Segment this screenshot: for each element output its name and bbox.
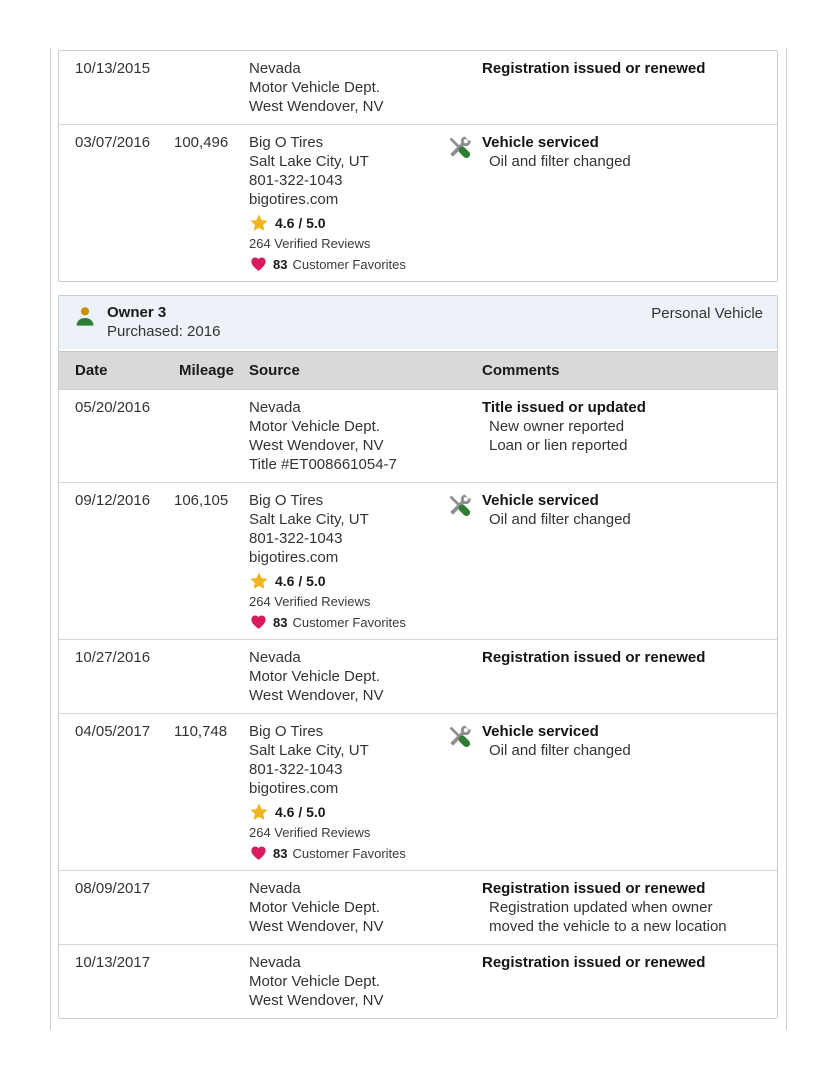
favorites-label: Customer Favorites (292, 845, 406, 861)
comment-detail: Oil and filter changed (489, 742, 631, 759)
source-line: Big O Tires (249, 723, 324, 740)
comment-title: Registration issued or renewed (482, 649, 706, 666)
verified-reviews-label: 264 Verified Reviews (249, 825, 371, 840)
source-line: Big O Tires (249, 134, 324, 151)
owner-person-icon (73, 305, 97, 329)
record-source (249, 59, 446, 116)
record-icon-cell (446, 879, 482, 936)
comment-detail: Oil and filter changed (489, 511, 631, 528)
comment-title: Vehicle serviced (482, 134, 599, 151)
owner-title: Owner 3 (107, 304, 167, 321)
previous-owner-records-card (58, 50, 778, 282)
customer-favorites-line (249, 844, 446, 862)
record-comments (482, 879, 763, 936)
record-date: 09/12/2016 (75, 492, 151, 509)
source-line: Nevada (249, 649, 301, 666)
person-icon (73, 305, 97, 329)
service-wrench-icon (446, 492, 473, 519)
record-mileage (174, 398, 249, 474)
table-row (59, 390, 777, 482)
record-icon-cell (446, 722, 482, 862)
star-rating-line (249, 213, 446, 233)
record-mileage: 106,105 (174, 492, 229, 509)
record-mileage (174, 59, 249, 116)
record-icon-cell (446, 491, 482, 631)
column-header-icon-spacer (446, 361, 482, 380)
comment-detail: Oil and filter changed (489, 153, 631, 170)
record-comments (482, 953, 763, 1010)
record-source (249, 879, 446, 936)
record-comments (482, 133, 763, 273)
record-comments (482, 59, 763, 116)
favorites-count: 83 (273, 256, 288, 272)
source-line: Motor Vehicle Dept. (249, 899, 380, 916)
record-mileage (174, 879, 249, 936)
record-source (249, 648, 446, 705)
heart-favorites-icon (249, 255, 268, 273)
source-line: Salt Lake City, UT (249, 511, 369, 528)
record-source (249, 491, 446, 631)
owner-purchased-label: Purchased: 2016 (107, 323, 221, 340)
record-source (249, 722, 446, 862)
source-line: 801-322-1043 (249, 761, 343, 778)
comment-title: Vehicle serviced (482, 723, 599, 740)
table-column-header-row (59, 351, 777, 390)
record-icon-cell (446, 648, 482, 705)
rating-score: 4.6 / 5.0 (275, 803, 326, 820)
comment-detail: Loan or lien reported (489, 437, 628, 454)
source-line: Nevada (249, 60, 301, 77)
previous-owner-rows (59, 51, 777, 281)
column-header-mileage: Mileage (179, 362, 235, 379)
record-date: 05/20/2016 (75, 399, 151, 416)
owner-header (59, 296, 777, 349)
record-icon-cell (446, 953, 482, 1010)
source-line: bigotires.com (249, 549, 339, 566)
favorites-label: Customer Favorites (292, 256, 406, 272)
record-source (249, 133, 446, 273)
record-date: 04/05/2017 (75, 723, 151, 740)
table-row (59, 124, 777, 281)
record-date: 10/13/2015 (75, 60, 151, 77)
verified-reviews-label: 264 Verified Reviews (249, 236, 371, 251)
record-source (249, 398, 446, 474)
favorites-count: 83 (273, 845, 288, 861)
rating-score: 4.6 / 5.0 (275, 572, 326, 589)
comment-title: Title issued or updated (482, 399, 646, 416)
record-icon-cell (446, 133, 482, 273)
record-mileage: 110,748 (174, 723, 228, 740)
record-mileage (174, 648, 249, 705)
source-line: Title #ET008661054-7 (249, 456, 397, 473)
source-line: Nevada (249, 399, 301, 416)
comment-title: Registration issued or renewed (482, 880, 706, 897)
comment-title: Vehicle serviced (482, 492, 599, 509)
source-line: Motor Vehicle Dept. (249, 973, 380, 990)
comment-title: Registration issued or renewed (482, 954, 706, 971)
source-line: Nevada (249, 954, 301, 971)
source-line: Nevada (249, 880, 301, 897)
record-mileage: 100,496 (174, 134, 229, 151)
record-mileage (174, 953, 249, 1010)
table-row (59, 482, 777, 639)
source-line: Motor Vehicle Dept. (249, 418, 380, 435)
comment-detail: New owner reported (489, 418, 625, 435)
service-wrench-icon (446, 723, 473, 750)
table-row (59, 51, 777, 124)
star-rating-icon (249, 571, 269, 591)
verified-reviews-label: 264 Verified Reviews (249, 594, 371, 609)
source-line: Motor Vehicle Dept. (249, 668, 380, 685)
column-header-source: Source (249, 362, 300, 379)
column-header-date: Date (75, 362, 108, 379)
comment-detail: Registration updated when owner moved the vehicle to a new location (489, 899, 727, 935)
owner-3-card (58, 295, 778, 1019)
vehicle-type-label: Personal Vehicle (651, 305, 763, 322)
record-comments (482, 491, 763, 631)
vehicle-history-report-column (50, 48, 787, 1030)
record-date: 10/13/2017 (75, 954, 151, 971)
record-date: 10/27/2016 (75, 649, 151, 666)
record-icon-cell (446, 59, 482, 116)
record-comments (482, 648, 763, 705)
customer-favorites-line (249, 255, 446, 273)
source-line: West Wendover, NV (249, 687, 384, 704)
source-line: West Wendover, NV (249, 918, 384, 935)
source-line: bigotires.com (249, 191, 339, 208)
table-row (59, 944, 777, 1018)
favorites-count: 83 (273, 614, 288, 630)
heart-favorites-icon (249, 613, 268, 631)
record-source (249, 953, 446, 1010)
table-row (59, 639, 777, 713)
record-comments (482, 398, 763, 474)
heart-favorites-icon (249, 844, 268, 862)
source-line: bigotires.com (249, 780, 339, 797)
source-line: West Wendover, NV (249, 437, 384, 454)
star-rating-icon (249, 802, 269, 822)
source-line: West Wendover, NV (249, 98, 384, 115)
source-line: Big O Tires (249, 492, 324, 509)
table-row (59, 713, 777, 870)
table-row (59, 870, 777, 944)
source-line: 801-322-1043 (249, 172, 343, 189)
star-rating-line (249, 802, 446, 822)
source-line: West Wendover, NV (249, 992, 384, 1009)
record-date: 03/07/2016 (75, 134, 151, 151)
star-rating-line (249, 571, 446, 591)
rating-score: 4.6 / 5.0 (275, 214, 326, 231)
customer-favorites-line (249, 613, 446, 631)
source-line: 801-322-1043 (249, 530, 343, 547)
record-icon-cell (446, 398, 482, 474)
star-rating-icon (249, 213, 269, 233)
record-date: 08/09/2017 (75, 880, 151, 897)
source-line: Salt Lake City, UT (249, 153, 369, 170)
service-wrench-icon (446, 134, 473, 161)
owner-title-block (107, 303, 220, 341)
favorites-label: Customer Favorites (292, 614, 406, 630)
column-header-comments: Comments (482, 362, 560, 379)
comment-title: Registration issued or renewed (482, 60, 706, 77)
record-comments (482, 722, 763, 862)
owner-3-rows (59, 390, 777, 1018)
source-line: Salt Lake City, UT (249, 742, 369, 759)
source-line: Motor Vehicle Dept. (249, 79, 380, 96)
